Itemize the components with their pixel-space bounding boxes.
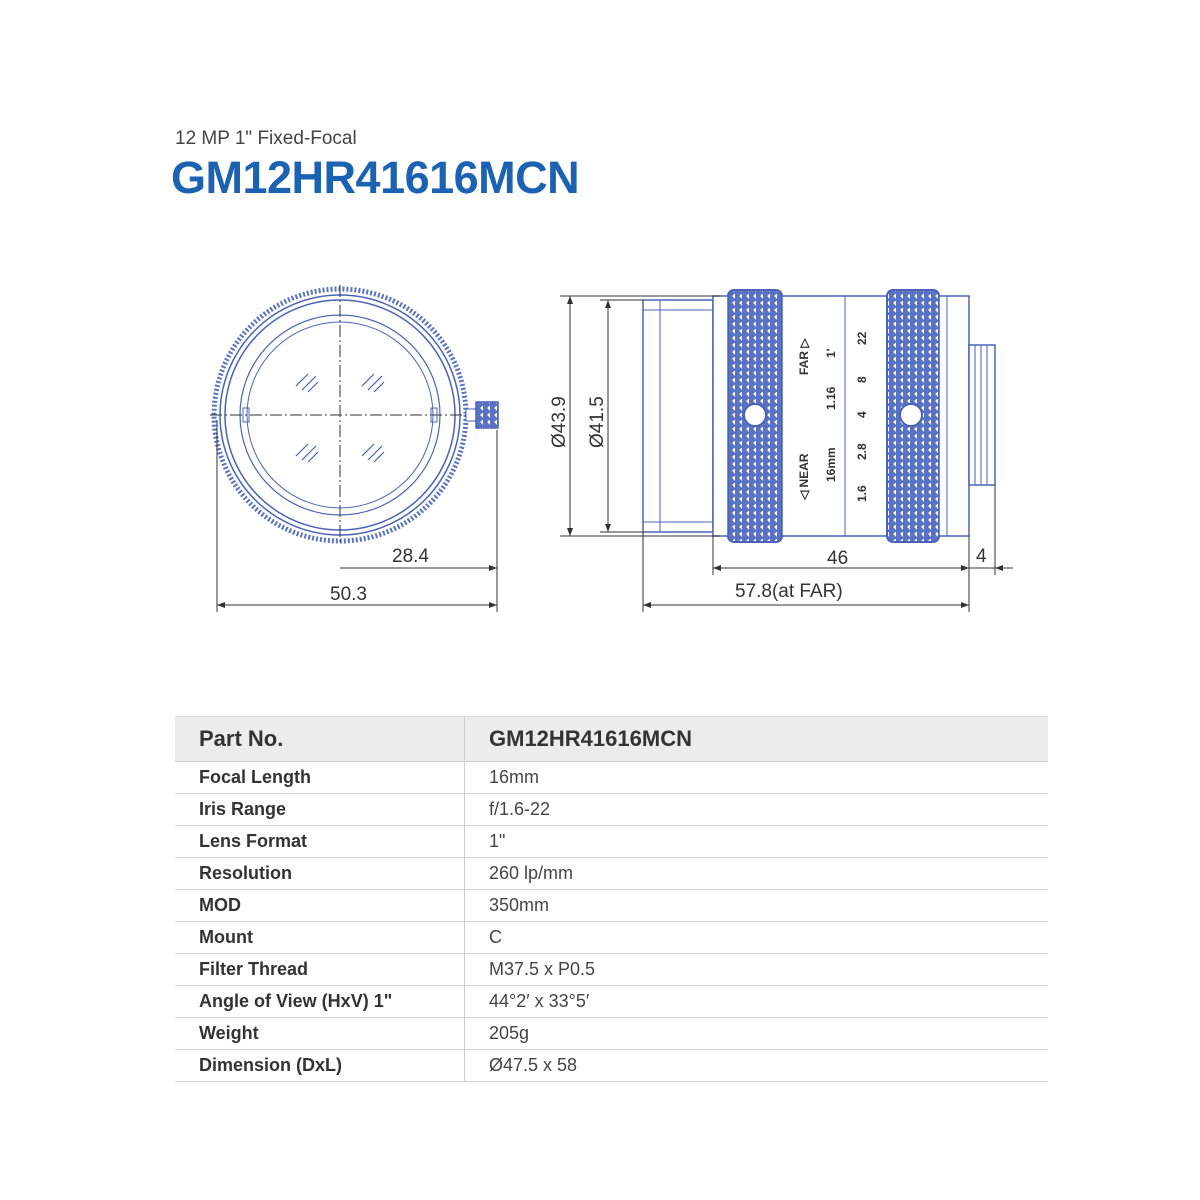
table-row bbox=[175, 1050, 1048, 1082]
spec-header-value: GM12HR41616MCN bbox=[465, 717, 1049, 762]
table-row bbox=[175, 986, 1048, 1018]
spec-header-label: Part No. bbox=[175, 717, 465, 762]
spec-value: f/1.6-22 bbox=[465, 794, 1049, 826]
table-row bbox=[175, 858, 1048, 890]
lock-screw bbox=[476, 402, 498, 428]
spec-label: Iris Range bbox=[175, 794, 465, 826]
spec-value: M37.5 x P0.5 bbox=[465, 954, 1049, 986]
spec-table bbox=[175, 716, 1048, 1082]
table-row bbox=[175, 954, 1048, 986]
dim-inner-diameter-label: Ø41.5 bbox=[587, 396, 608, 448]
dim-outer-diameter-label: Ø43.9 bbox=[549, 396, 570, 448]
focus-scale-2: 1.16 bbox=[824, 386, 838, 410]
dim-total-length-label: 57.8(at FAR) bbox=[735, 581, 843, 602]
c-mount bbox=[969, 345, 995, 485]
focal-length-marking: 16mm bbox=[824, 447, 838, 482]
focus-far-marking: FAR ▷ bbox=[797, 338, 811, 375]
front-view bbox=[210, 285, 498, 612]
spec-value: C bbox=[465, 922, 1049, 954]
spec-value: Ø47.5 x 58 bbox=[465, 1050, 1049, 1082]
table-row bbox=[175, 794, 1048, 826]
spec-label: MOD bbox=[175, 890, 465, 922]
product-title: GM12HR41616MCN bbox=[171, 152, 580, 203]
table-row bbox=[175, 922, 1048, 954]
iris-scale-22: 22 bbox=[855, 331, 869, 345]
side-view bbox=[549, 290, 1013, 612]
dim-mount-length-label: 4 bbox=[976, 546, 987, 567]
spec-value: 44°2′ x 33°5′ bbox=[465, 986, 1049, 1018]
iris-scale-8: 8 bbox=[855, 376, 869, 383]
spec-label: Dimension (DxL) bbox=[175, 1050, 465, 1082]
spec-label: Angle of View (HxV) 1" bbox=[175, 986, 465, 1018]
table-row bbox=[175, 890, 1048, 922]
spec-label: Weight bbox=[175, 1018, 465, 1050]
spec-value: 350mm bbox=[465, 890, 1049, 922]
spec-label: Filter Thread bbox=[175, 954, 465, 986]
spec-label: Focal Length bbox=[175, 762, 465, 794]
table-row bbox=[175, 762, 1048, 794]
product-subtitle: 12 MP 1" Fixed-Focal bbox=[175, 128, 357, 149]
spec-label: Mount bbox=[175, 922, 465, 954]
iris-scale-2-8: 2.8 bbox=[855, 443, 869, 460]
iris-scale-4: 4 bbox=[855, 411, 869, 418]
table-row bbox=[175, 826, 1048, 858]
spec-value: 260 lp/mm bbox=[465, 858, 1049, 890]
iris-scale-1-6: 1.6 bbox=[855, 485, 869, 502]
dim-radius-label: 28.4 bbox=[392, 546, 429, 567]
focus-scale-1: 1' bbox=[824, 348, 838, 358]
focus-near-marking: ◁ NEAR bbox=[797, 453, 811, 500]
spec-label: Resolution bbox=[175, 858, 465, 890]
table-row bbox=[175, 1018, 1048, 1050]
spec-label: Lens Format bbox=[175, 826, 465, 858]
dim-diameter-label: 50.3 bbox=[330, 584, 367, 605]
spec-value: 205g bbox=[465, 1018, 1049, 1050]
spec-header-row bbox=[175, 717, 1048, 762]
dim-body-length-label: 46 bbox=[827, 548, 849, 569]
spec-value: 1" bbox=[465, 826, 1049, 858]
spec-value: 16mm bbox=[465, 762, 1049, 794]
